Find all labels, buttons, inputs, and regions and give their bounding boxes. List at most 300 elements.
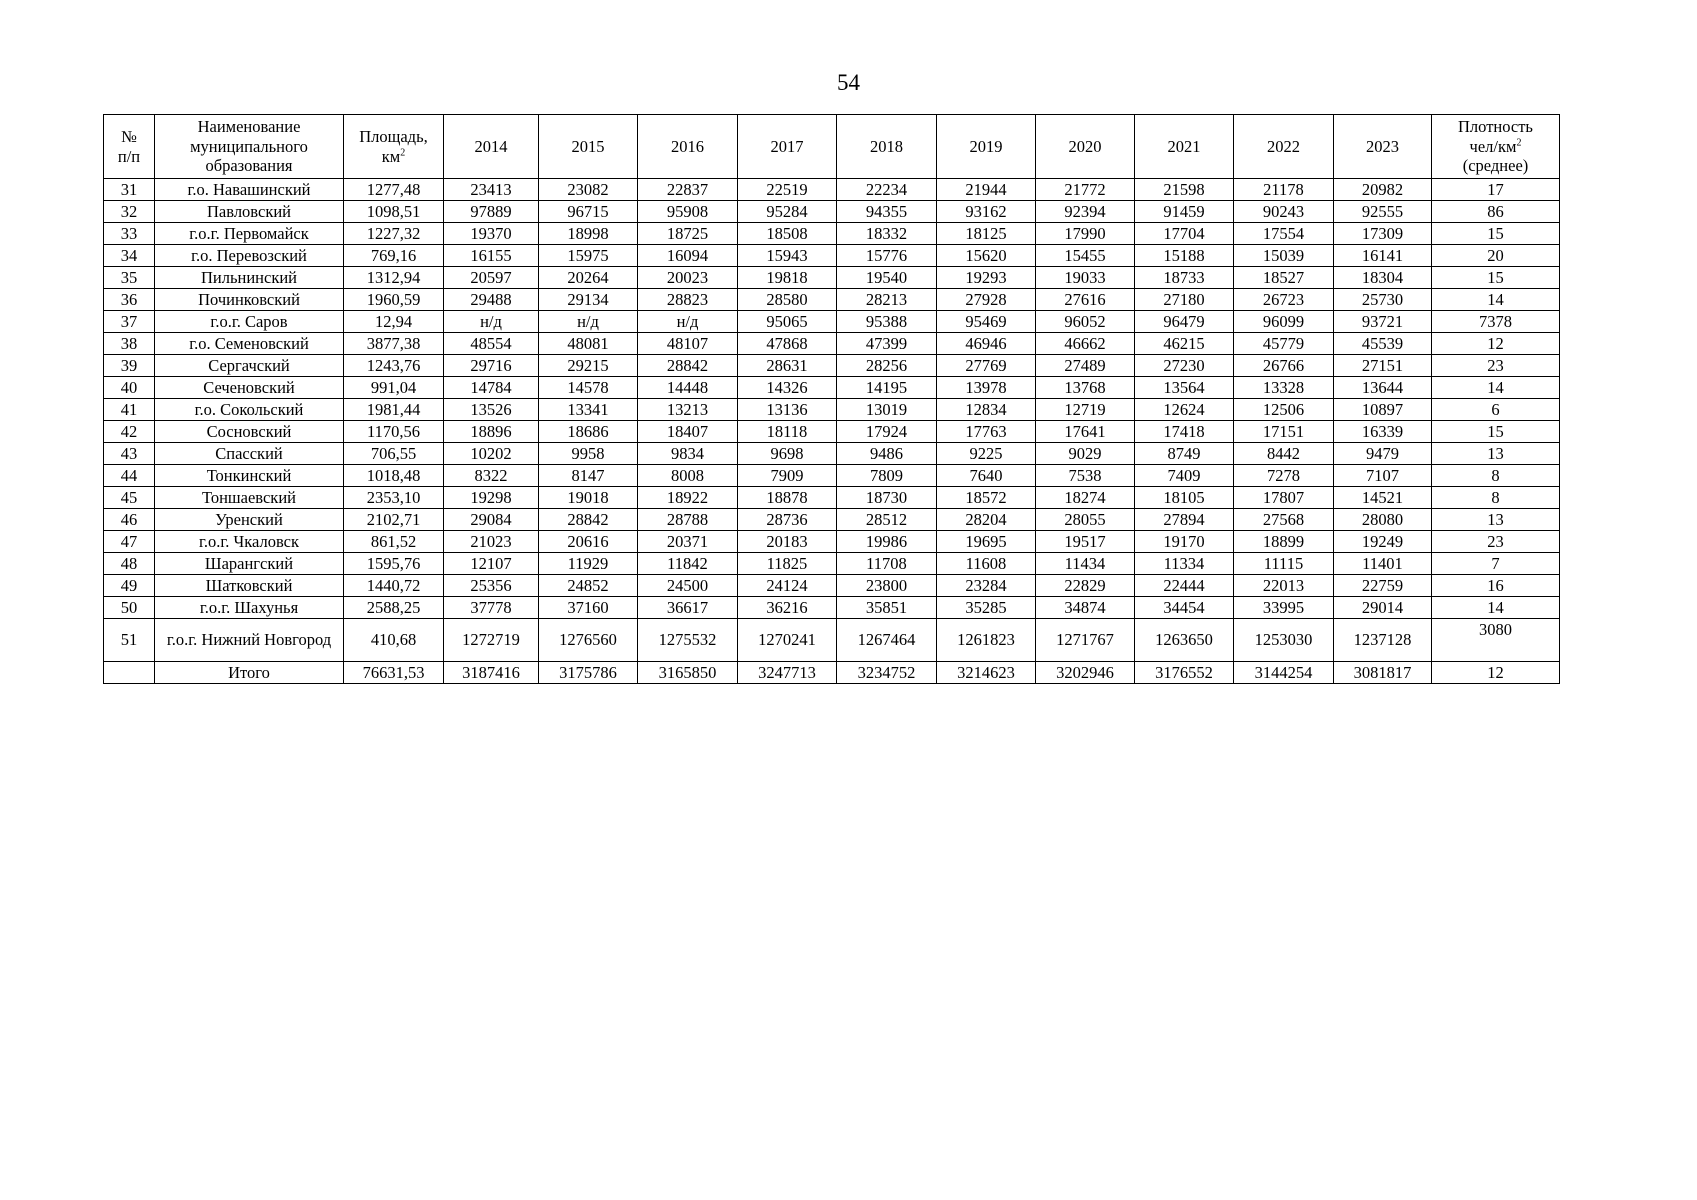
table-row [104, 223, 1560, 245]
population-cell: 28055 [1036, 509, 1135, 531]
table-row [104, 487, 1560, 509]
table-row [104, 662, 1560, 684]
population-cell: 22444 [1135, 575, 1234, 597]
population-cell: 25356 [444, 575, 539, 597]
population-cell: 17151 [1234, 421, 1334, 443]
density-cell: 15 [1432, 421, 1560, 443]
population-cell: 20616 [539, 531, 638, 553]
density-cell: 3080 [1432, 619, 1560, 662]
population-cell: 18407 [638, 421, 738, 443]
header-year-2023: 2023 [1334, 115, 1432, 179]
population-cell: 17807 [1234, 487, 1334, 509]
population-cell: 12834 [937, 399, 1036, 421]
density-cell: 13 [1432, 443, 1560, 465]
population-cell: 14784 [444, 377, 539, 399]
population-cell: 36617 [638, 597, 738, 619]
population-cell: 23413 [444, 179, 539, 201]
area-cell: 1595,76 [344, 553, 444, 575]
table-row [104, 355, 1560, 377]
population-cell: 18896 [444, 421, 539, 443]
population-cell: 13136 [738, 399, 837, 421]
population-cell: 13564 [1135, 377, 1234, 399]
row-number-cell [104, 662, 155, 684]
population-cell: 18730 [837, 487, 937, 509]
population-cell: 11708 [837, 553, 937, 575]
table-row [104, 421, 1560, 443]
table-row [104, 311, 1560, 333]
municipality-name-cell: г.о.г. Нижний Новгород [155, 619, 344, 662]
population-cell: 8442 [1234, 443, 1334, 465]
area-cell: 3877,38 [344, 333, 444, 355]
table-row [104, 201, 1560, 223]
population-cell: 17309 [1334, 223, 1432, 245]
population-cell: 12107 [444, 553, 539, 575]
population-cell: 23082 [539, 179, 638, 201]
population-cell: 19695 [937, 531, 1036, 553]
municipality-name-cell: г.о. Семеновский [155, 333, 344, 355]
population-cell: 10897 [1334, 399, 1432, 421]
population-cell: 11929 [539, 553, 638, 575]
population-cell: 15776 [837, 245, 937, 267]
table-row [104, 597, 1560, 619]
municipality-name-cell: Шатковский [155, 575, 344, 597]
table-row [104, 575, 1560, 597]
population-cell: 13328 [1234, 377, 1334, 399]
population-cell: 15975 [539, 245, 638, 267]
header-name: Наименование муниципального образования [155, 115, 344, 179]
population-cell: 21023 [444, 531, 539, 553]
table-row [104, 619, 1560, 662]
population-cell: 45539 [1334, 333, 1432, 355]
population-cell: 19517 [1036, 531, 1135, 553]
population-cell: 24852 [539, 575, 638, 597]
population-cell: н/д [539, 311, 638, 333]
row-number-cell: 47 [104, 531, 155, 553]
area-cell: 1312,94 [344, 267, 444, 289]
population-cell: 47399 [837, 333, 937, 355]
density-cell: 17 [1432, 179, 1560, 201]
population-cell: 35851 [837, 597, 937, 619]
population-cell: 96052 [1036, 311, 1135, 333]
header-year-2015: 2015 [539, 115, 638, 179]
density-cell: 12 [1432, 662, 1560, 684]
population-cell: 27928 [937, 289, 1036, 311]
population-cell: 3176552 [1135, 662, 1234, 684]
population-cell: 15039 [1234, 245, 1334, 267]
municipality-name-cell: г.о.г. Шахунья [155, 597, 344, 619]
population-cell: 1267464 [837, 619, 937, 662]
population-cell: 19033 [1036, 267, 1135, 289]
population-cell: 27489 [1036, 355, 1135, 377]
population-cell: 21598 [1135, 179, 1234, 201]
row-number-cell: 49 [104, 575, 155, 597]
population-cell: 14448 [638, 377, 738, 399]
population-cell: 18725 [638, 223, 738, 245]
population-cell: 27616 [1036, 289, 1135, 311]
municipality-name-cell: Сеченовский [155, 377, 344, 399]
population-cell: 29134 [539, 289, 638, 311]
population-cell: 18304 [1334, 267, 1432, 289]
population-cell: 11401 [1334, 553, 1432, 575]
area-cell: 1243,76 [344, 355, 444, 377]
population-cell: 1272719 [444, 619, 539, 662]
population-cell: 17554 [1234, 223, 1334, 245]
population-cell: 20264 [539, 267, 638, 289]
population-cell: 13019 [837, 399, 937, 421]
population-cell: 3165850 [638, 662, 738, 684]
population-cell: 34454 [1135, 597, 1234, 619]
population-cell: 22234 [837, 179, 937, 201]
population-cell: 12719 [1036, 399, 1135, 421]
population-cell: 96715 [539, 201, 638, 223]
population-cell: 95908 [638, 201, 738, 223]
population-cell: 35285 [937, 597, 1036, 619]
table-row [104, 553, 1560, 575]
population-cell: 94355 [837, 201, 937, 223]
population-cell: 28842 [638, 355, 738, 377]
population-cell: 25730 [1334, 289, 1432, 311]
density-cell: 7 [1432, 553, 1560, 575]
density-cell: 14 [1432, 377, 1560, 399]
row-number-cell: 40 [104, 377, 155, 399]
area-cell: 1981,44 [344, 399, 444, 421]
header-num: № п/п [104, 115, 155, 179]
population-cell: 28631 [738, 355, 837, 377]
population-cell: 19298 [444, 487, 539, 509]
population-cell: 90243 [1234, 201, 1334, 223]
population-cell: 1263650 [1135, 619, 1234, 662]
population-cell: 19249 [1334, 531, 1432, 553]
population-cell: 28788 [638, 509, 738, 531]
population-cell: 15943 [738, 245, 837, 267]
population-cell: 7538 [1036, 465, 1135, 487]
population-cell: 1253030 [1234, 619, 1334, 662]
row-number-cell: 50 [104, 597, 155, 619]
population-cell: 24124 [738, 575, 837, 597]
area-cell: 1960,59 [344, 289, 444, 311]
municipality-name-cell: Пильнинский [155, 267, 344, 289]
population-cell: 96099 [1234, 311, 1334, 333]
row-number-cell: 38 [104, 333, 155, 355]
area-cell: 991,04 [344, 377, 444, 399]
population-cell: 18508 [738, 223, 837, 245]
population-cell: 19293 [937, 267, 1036, 289]
header-year-2022: 2022 [1234, 115, 1334, 179]
header-density: Плотность чел/$км^2$ (среднее) [1432, 115, 1560, 179]
population-cell: 29084 [444, 509, 539, 531]
population-cell: 1271767 [1036, 619, 1135, 662]
population-cell: 33995 [1234, 597, 1334, 619]
population-cell: 17924 [837, 421, 937, 443]
population-cell: 3234752 [837, 662, 937, 684]
population-cell: 46946 [937, 333, 1036, 355]
municipality-name-cell: Сосновский [155, 421, 344, 443]
population-cell: 9029 [1036, 443, 1135, 465]
population-cell: 19540 [837, 267, 937, 289]
row-number-cell: 36 [104, 289, 155, 311]
population-cell: 17704 [1135, 223, 1234, 245]
population-cell: 1275532 [638, 619, 738, 662]
population-cell: 36216 [738, 597, 837, 619]
municipality-name-cell: Спасский [155, 443, 344, 465]
table-row [104, 465, 1560, 487]
population-cell: 48107 [638, 333, 738, 355]
population-cell: 18125 [937, 223, 1036, 245]
population-cell: 16141 [1334, 245, 1432, 267]
population-cell: 19370 [444, 223, 539, 245]
population-cell: 95284 [738, 201, 837, 223]
area-cell: 706,55 [344, 443, 444, 465]
population-cell: 23800 [837, 575, 937, 597]
table-row [104, 333, 1560, 355]
area-cell: 1098,51 [344, 201, 444, 223]
population-cell: 46215 [1135, 333, 1234, 355]
population-cell: 97889 [444, 201, 539, 223]
row-number-cell: 41 [104, 399, 155, 421]
population-cell: 18572 [937, 487, 1036, 509]
population-cell: 3247713 [738, 662, 837, 684]
population-cell: 9225 [937, 443, 1036, 465]
population-cell: 7409 [1135, 465, 1234, 487]
area-cell: 1227,32 [344, 223, 444, 245]
population-cell: 1237128 [1334, 619, 1432, 662]
population-cell: 27151 [1334, 355, 1432, 377]
table-row [104, 245, 1560, 267]
population-cell: 3202946 [1036, 662, 1135, 684]
population-cell: 19170 [1135, 531, 1234, 553]
population-cell: 28842 [539, 509, 638, 531]
row-number-cell: 33 [104, 223, 155, 245]
population-cell: 27894 [1135, 509, 1234, 531]
municipality-name-cell: Починковский [155, 289, 344, 311]
population-cell: 96479 [1135, 311, 1234, 333]
population-cell: 15620 [937, 245, 1036, 267]
area-cell: 861,52 [344, 531, 444, 553]
population-cell: 28736 [738, 509, 837, 531]
population-cell: 3187416 [444, 662, 539, 684]
population-cell: 10202 [444, 443, 539, 465]
density-cell: 86 [1432, 201, 1560, 223]
population-cell: 23284 [937, 575, 1036, 597]
density-cell: 14 [1432, 289, 1560, 311]
population-cell: 27180 [1135, 289, 1234, 311]
population-cell: 95388 [837, 311, 937, 333]
population-cell: 93162 [937, 201, 1036, 223]
population-cell: 18274 [1036, 487, 1135, 509]
population-cell: 19818 [738, 267, 837, 289]
population-cell: 45779 [1234, 333, 1334, 355]
population-cell: 18733 [1135, 267, 1234, 289]
population-cell: 11115 [1234, 553, 1334, 575]
population-cell: 13341 [539, 399, 638, 421]
population-cell: 8008 [638, 465, 738, 487]
header-year-2018: 2018 [837, 115, 937, 179]
row-number-cell: 44 [104, 465, 155, 487]
municipality-name-cell: Уренский [155, 509, 344, 531]
population-cell: 22829 [1036, 575, 1135, 597]
area-cell: 2588,25 [344, 597, 444, 619]
header-year-2017: 2017 [738, 115, 837, 179]
population-cell: 16094 [638, 245, 738, 267]
area-cell: 2353,10 [344, 487, 444, 509]
population-cell: 1261823 [937, 619, 1036, 662]
population-cell: 91459 [1135, 201, 1234, 223]
table-row [104, 267, 1560, 289]
area-cell: 76631,53 [344, 662, 444, 684]
population-cell: 20183 [738, 531, 837, 553]
density-cell: 16 [1432, 575, 1560, 597]
row-number-cell: 46 [104, 509, 155, 531]
table-row [104, 443, 1560, 465]
density-cell: 14 [1432, 597, 1560, 619]
population-cell: 47868 [738, 333, 837, 355]
municipality-name-cell: Павловский [155, 201, 344, 223]
population-cell: 29488 [444, 289, 539, 311]
population-cell: 92394 [1036, 201, 1135, 223]
table-row [104, 509, 1560, 531]
population-cell: 18899 [1234, 531, 1334, 553]
population-cell: 20982 [1334, 179, 1432, 201]
population-cell: 28080 [1334, 509, 1432, 531]
municipality-name-cell: г.о.г. Чкаловск [155, 531, 344, 553]
population-cell: 29716 [444, 355, 539, 377]
area-cell: 410,68 [344, 619, 444, 662]
population-cell: 22519 [738, 179, 837, 201]
population-cell: 3144254 [1234, 662, 1334, 684]
population-cell: 18332 [837, 223, 937, 245]
population-cell: 7809 [837, 465, 937, 487]
population-cell: 34874 [1036, 597, 1135, 619]
population-cell: 15455 [1036, 245, 1135, 267]
population-cell: 37778 [444, 597, 539, 619]
population-cell: 28580 [738, 289, 837, 311]
population-cell: 14326 [738, 377, 837, 399]
population-cell: 18527 [1234, 267, 1334, 289]
table-body [104, 179, 1560, 684]
area-cell: 769,16 [344, 245, 444, 267]
page-number: 54 [837, 70, 860, 95]
population-cell: 13768 [1036, 377, 1135, 399]
municipality-name-cell: г.о. Сокольский [155, 399, 344, 421]
density-cell: 15 [1432, 223, 1560, 245]
population-cell: 13978 [937, 377, 1036, 399]
population-cell: 12624 [1135, 399, 1234, 421]
population-cell: 17641 [1036, 421, 1135, 443]
population-cell: 18998 [539, 223, 638, 245]
population-cell: 3081817 [1334, 662, 1432, 684]
municipality-name-cell: г.о.г. Саров [155, 311, 344, 333]
population-cell: 8749 [1135, 443, 1234, 465]
population-cell: 21944 [937, 179, 1036, 201]
population-table [103, 114, 1560, 684]
population-cell: 3175786 [539, 662, 638, 684]
density-cell: 7378 [1432, 311, 1560, 333]
row-number-cell: 45 [104, 487, 155, 509]
population-cell: 20023 [638, 267, 738, 289]
population-cell: 27230 [1135, 355, 1234, 377]
population-cell: 20371 [638, 531, 738, 553]
header-year-2020: 2020 [1036, 115, 1135, 179]
population-cell: 11334 [1135, 553, 1234, 575]
population-cell: 8147 [539, 465, 638, 487]
area-cell: 2102,71 [344, 509, 444, 531]
population-cell: 13644 [1334, 377, 1432, 399]
population-cell: 92555 [1334, 201, 1432, 223]
header-year-2014: 2014 [444, 115, 539, 179]
municipality-name-cell: г.о. Перевозский [155, 245, 344, 267]
row-number-cell: 32 [104, 201, 155, 223]
row-number-cell: 37 [104, 311, 155, 333]
header-year-2016: 2016 [638, 115, 738, 179]
population-cell: 16339 [1334, 421, 1432, 443]
density-cell: 15 [1432, 267, 1560, 289]
population-cell: 28204 [937, 509, 1036, 531]
row-number-cell: 31 [104, 179, 155, 201]
population-cell: 18878 [738, 487, 837, 509]
population-cell: 22837 [638, 179, 738, 201]
density-cell: 13 [1432, 509, 1560, 531]
population-cell: н/д [444, 311, 539, 333]
population-cell: 18922 [638, 487, 738, 509]
population-cell: 28256 [837, 355, 937, 377]
row-number-cell: 34 [104, 245, 155, 267]
population-cell: 26766 [1234, 355, 1334, 377]
population-cell: 21772 [1036, 179, 1135, 201]
population-cell: 9698 [738, 443, 837, 465]
population-cell: н/д [638, 311, 738, 333]
density-cell: 8 [1432, 465, 1560, 487]
population-cell: 16155 [444, 245, 539, 267]
population-cell: 20597 [444, 267, 539, 289]
population-cell: 11608 [937, 553, 1036, 575]
area-cell: 1018,48 [344, 465, 444, 487]
area-cell: 1440,72 [344, 575, 444, 597]
population-cell: 26723 [1234, 289, 1334, 311]
table-row [104, 531, 1560, 553]
population-cell: 12506 [1234, 399, 1334, 421]
population-cell: 17418 [1135, 421, 1234, 443]
population-cell: 18105 [1135, 487, 1234, 509]
municipality-name-cell: Тонкинский [155, 465, 344, 487]
population-cell: 21178 [1234, 179, 1334, 201]
row-number-cell: 43 [104, 443, 155, 465]
population-cell: 29215 [539, 355, 638, 377]
population-cell: 27568 [1234, 509, 1334, 531]
population-cell: 29014 [1334, 597, 1432, 619]
municipality-name-cell: г.о.г. Первомайск [155, 223, 344, 245]
population-cell: 8322 [444, 465, 539, 487]
population-cell: 7640 [937, 465, 1036, 487]
population-cell: 1276560 [539, 619, 638, 662]
row-number-cell: 48 [104, 553, 155, 575]
population-cell: 28213 [837, 289, 937, 311]
table-row [104, 399, 1560, 421]
header-row [104, 115, 1560, 179]
table-row [104, 289, 1560, 311]
population-cell: 7107 [1334, 465, 1432, 487]
population-cell: 13526 [444, 399, 539, 421]
population-cell: 7278 [1234, 465, 1334, 487]
population-cell: 7909 [738, 465, 837, 487]
population-cell: 9479 [1334, 443, 1432, 465]
population-cell: 22759 [1334, 575, 1432, 597]
area-cell: 1170,56 [344, 421, 444, 443]
population-cell: 19986 [837, 531, 937, 553]
municipality-name-cell: Тоншаевский [155, 487, 344, 509]
row-number-cell: 51 [104, 619, 155, 662]
population-cell: 11825 [738, 553, 837, 575]
population-cell: 9834 [638, 443, 738, 465]
